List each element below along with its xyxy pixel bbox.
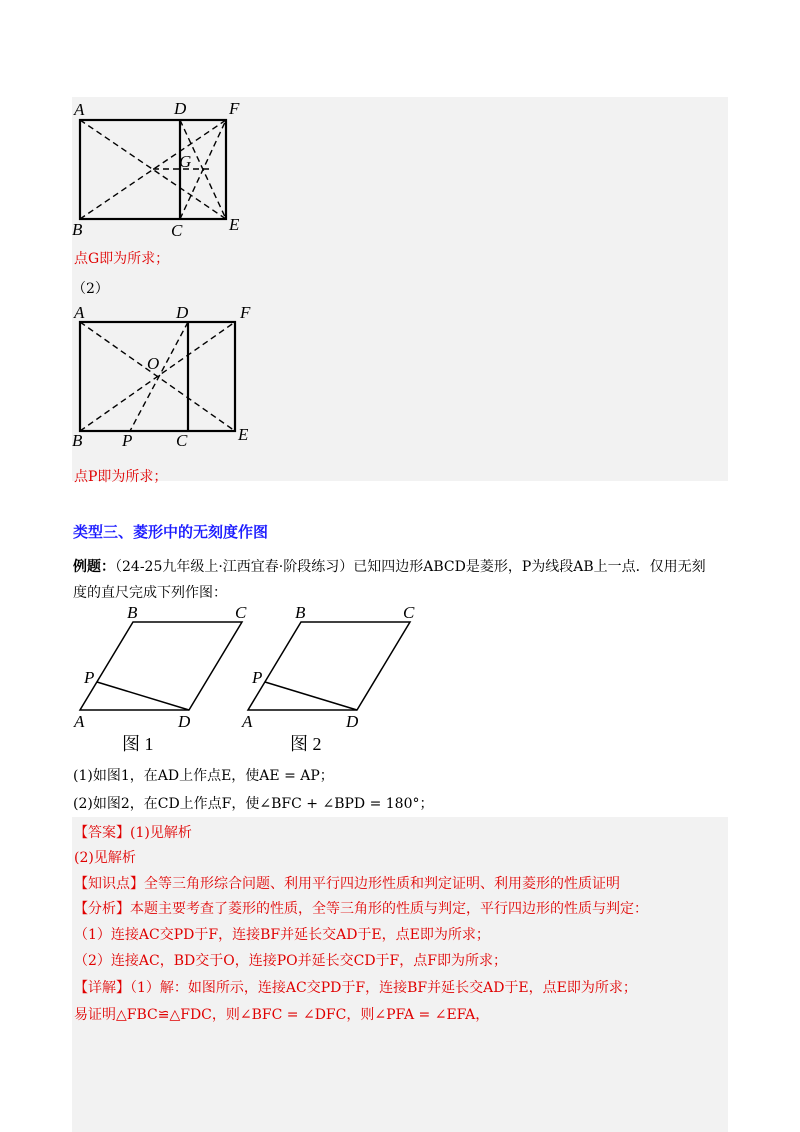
caption-fig1: 图 1 xyxy=(122,734,154,754)
label-G: G xyxy=(179,152,192,171)
answer-1: 【答案】(1)见解析 xyxy=(74,825,192,841)
label-B: B xyxy=(72,220,83,237)
caption-fig2: 图 2 xyxy=(290,734,322,754)
label-A: A xyxy=(74,100,85,119)
step-2: （2）连接AC，BD交于O，连接PO并延长交CD于F，点F即为所求； xyxy=(74,953,507,969)
label-D: D xyxy=(174,99,187,118)
label-D: D xyxy=(346,712,359,731)
example-text-1: （24-25九年级上·江西宜春·阶段练习）已知四边形ABCD是菱形，P为线段AB上一点．仅用无刻 xyxy=(115,559,706,575)
label-D: D xyxy=(178,712,191,731)
line-point-p: 点P即为所求； xyxy=(74,469,168,485)
label-E: E xyxy=(238,425,249,444)
figure-rhombus-2 xyxy=(240,600,430,760)
label-C: C xyxy=(176,431,188,450)
label-A: A xyxy=(242,712,253,731)
label-B: B xyxy=(72,431,83,450)
label-C: C xyxy=(171,221,183,237)
label-C: C xyxy=(235,603,247,622)
label-E: E xyxy=(229,215,240,234)
detail: 【详解】（1）解：如图所示，连接AC交PD于F，连接BF并延长交AD于E，点E即为所求； xyxy=(74,980,637,996)
label-A: A xyxy=(74,712,85,731)
figure-rect-p xyxy=(72,300,272,450)
example-label: 例题： xyxy=(73,559,115,575)
label-P: P xyxy=(252,668,263,687)
label-D: D xyxy=(176,303,189,322)
proof-line: 易证明△FBC≌△FDC，则∠BFC = ∠DFC，则∠PFA = ∠EFA， xyxy=(74,1007,490,1023)
label-P: P xyxy=(122,431,133,450)
question-1: (1)如图1，在AD上作点E，使AE = AP； xyxy=(73,768,334,784)
example-line-1 xyxy=(73,556,706,576)
label-P: P xyxy=(84,668,95,687)
label-F: F xyxy=(229,99,240,118)
label-F: F xyxy=(240,303,251,322)
label-B: B xyxy=(295,603,306,622)
example-line-2: 度的直尺完成下列作图： xyxy=(73,585,227,601)
label-B: B xyxy=(127,603,138,622)
knowledge-point: 【知识点】全等三角形综合问题、利用平行四边形性质和判定证明、利用菱形的性质证明 xyxy=(74,876,620,892)
question-2: (2)如图2，在CD上作点F，使∠BFC + ∠BPD = 180°； xyxy=(73,796,434,812)
section-heading: 类型三、菱形中的无刻度作图 xyxy=(73,523,269,541)
figure-rhombus-1 xyxy=(72,600,262,760)
step-1: （1）连接AC交PD于F，连接BF并延长交AD于E，点E即为所求； xyxy=(74,927,490,943)
figure-rect-g xyxy=(72,97,272,237)
answer-2: (2)见解析 xyxy=(74,850,136,866)
label-A: A xyxy=(74,303,85,322)
line-part2: （2） xyxy=(72,281,109,297)
analysis: 【分析】本题主要考查了菱形的性质，全等三角形的性质与判定，平行四边形的性质与判定： xyxy=(74,901,648,917)
line-point-g: 点G即为所求； xyxy=(74,251,170,267)
label-O: O xyxy=(147,354,160,373)
label-C: C xyxy=(403,603,415,622)
answer-box-bottom xyxy=(72,817,728,1132)
